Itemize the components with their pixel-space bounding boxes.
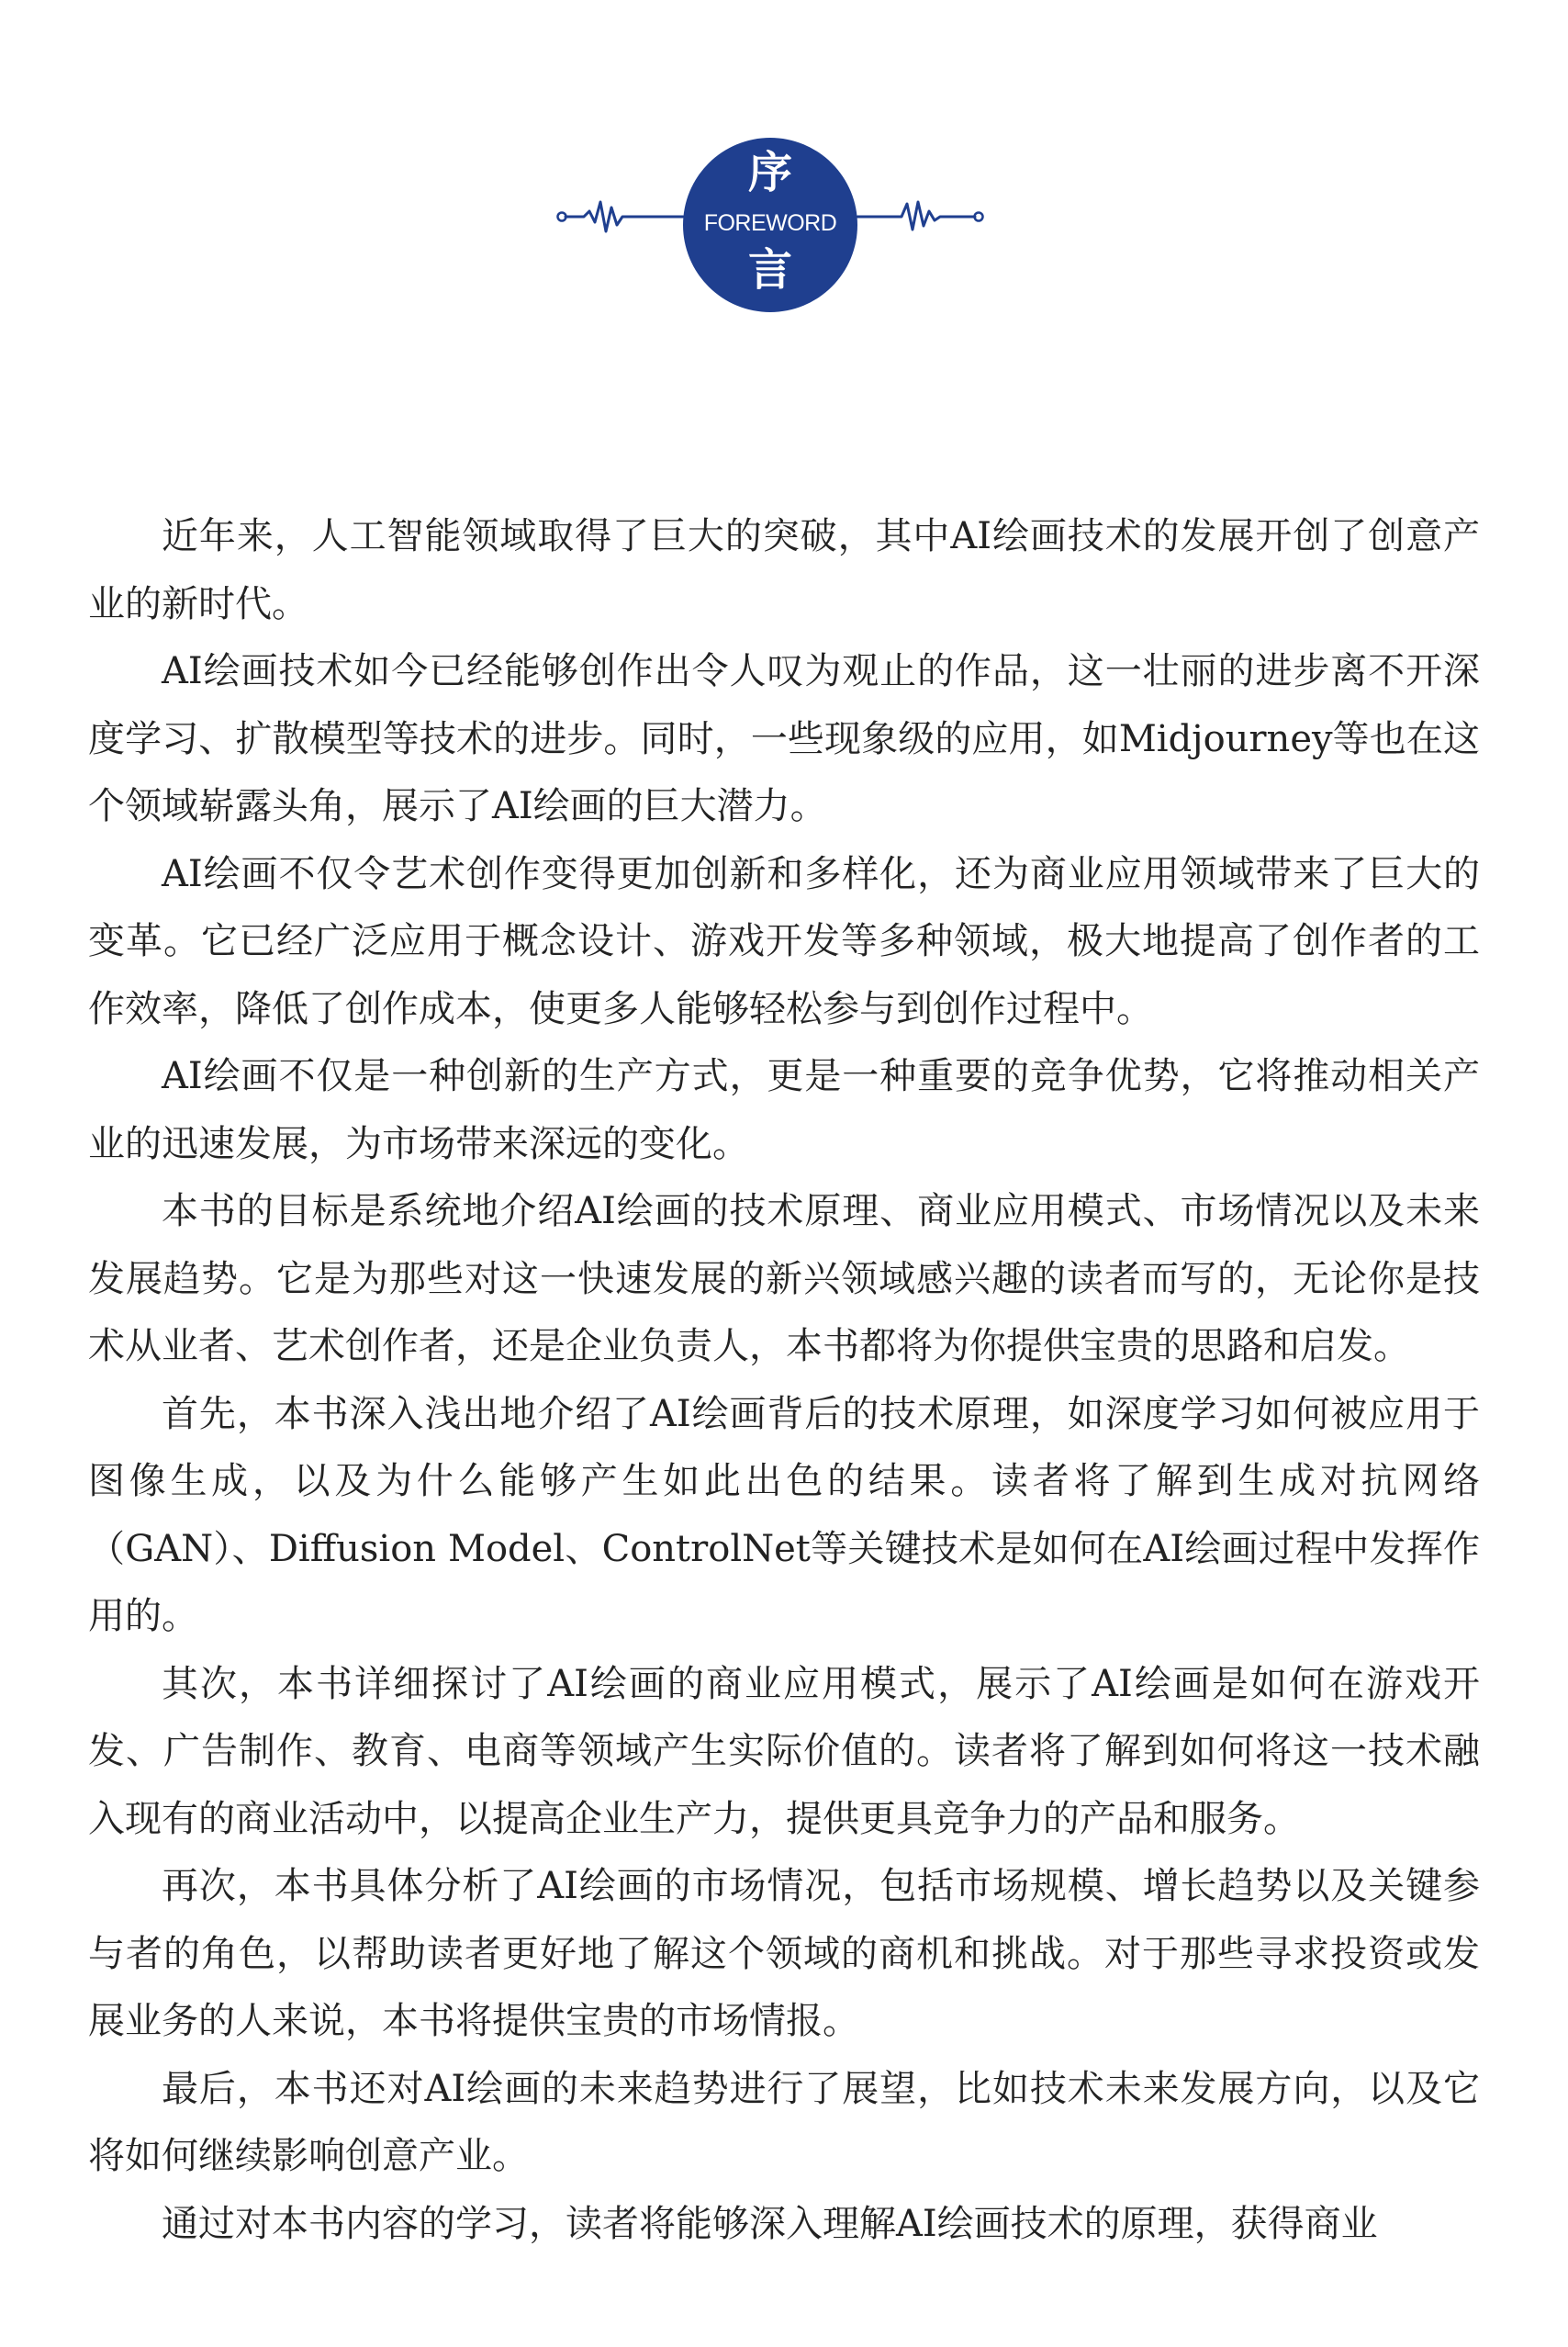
paragraph: 通过对本书内容的学习，读者将能够深入理解AI绘画技术的原理，获得商业 [162,2202,1378,2245]
paragraph: 最后，本书还对AI绘画的未来趋势进行了展望，比如技术未来发展方向，以及它将如何继续影响创意产业。 [88,2067,1480,2177]
foreword-emblem [554,138,986,312]
foreword-body [88,503,1480,2258]
badge-title-bottom: 言 [747,244,792,296]
badge-title-english: FOREWORD [703,210,837,236]
paragraph: 近年来，人工智能领域取得了巨大的突破，其中AI绘画技术的发展开创了创意产业的新时代。 [88,515,1480,625]
badge-title-top: 序 [747,147,792,198]
paragraph: AI绘画不仅是一种创新的生产方式，更是一种重要的竞争优势，它将推动相关产业的迅速发展，为市场带来深远的变化。 [88,1055,1480,1165]
foreword-badge [683,138,857,312]
paragraph: 本书的目标是系统地介绍AI绘画的技术原理、商业应用模式、市场情况以及未来发展趋势。它是为那些对这一快速发展的新兴领域感兴趣的读者而写的，无论你是技术从业者、艺术创作者，还是企业负责人，本书都将为你提供宝贵的思路和启发。 [88,1190,1480,1367]
paragraph: 其次，本书详细探讨了AI绘画的商业应用模式，展示了AI绘画是如何在游戏开发、广告制作、教育、电商等领域产生实际价值的。读者将了解到如何将这一技术融入现有的商业活动中，以提高企业生产力，提供更具竞争力的产品和服务。 [88,1662,1480,1840]
paragraph: AI绘画不仅令艺术创作变得更加创新和多样化，还为商业应用领域带来了巨大的变革。它已经广泛应用于概念设计、游戏开发等多种领域，极大地提高了创作者的工作效率，降低了创作成本，使更多人能够轻松参与到创作过程中。 [88,852,1480,1030]
paragraph: 再次，本书具体分析了AI绘画的市场情况，包括市场规模、增长趋势以及关键参与者的角色，以帮助读者更好地了解这个领域的商机和挑战。对于那些寻求投资或发展业务的人来说，本书将提供宝贵的市场情报。 [88,1865,1480,2042]
paragraph: 首先，本书深入浅出地介绍了AI绘画背后的技术原理，如深度学习如何被应用于图像生成，以及为什么能够产生如此出色的结果。读者将了解到生成对抗网络（GAN）、Diffusion Model、ControlNet等关键技术是如何在AI绘画过程中发挥作用的。 [88,1392,1480,1637]
paragraph: AI绘画技术如今已经能够创作出令人叹为观止的作品，这一壮丽的进步离不开深度学习、扩散模型等技术的进步。同时，一些现象级的应用，如Midjourney等也在这个领域崭露头角，展示了AI绘画的巨大潜力。 [88,650,1480,827]
